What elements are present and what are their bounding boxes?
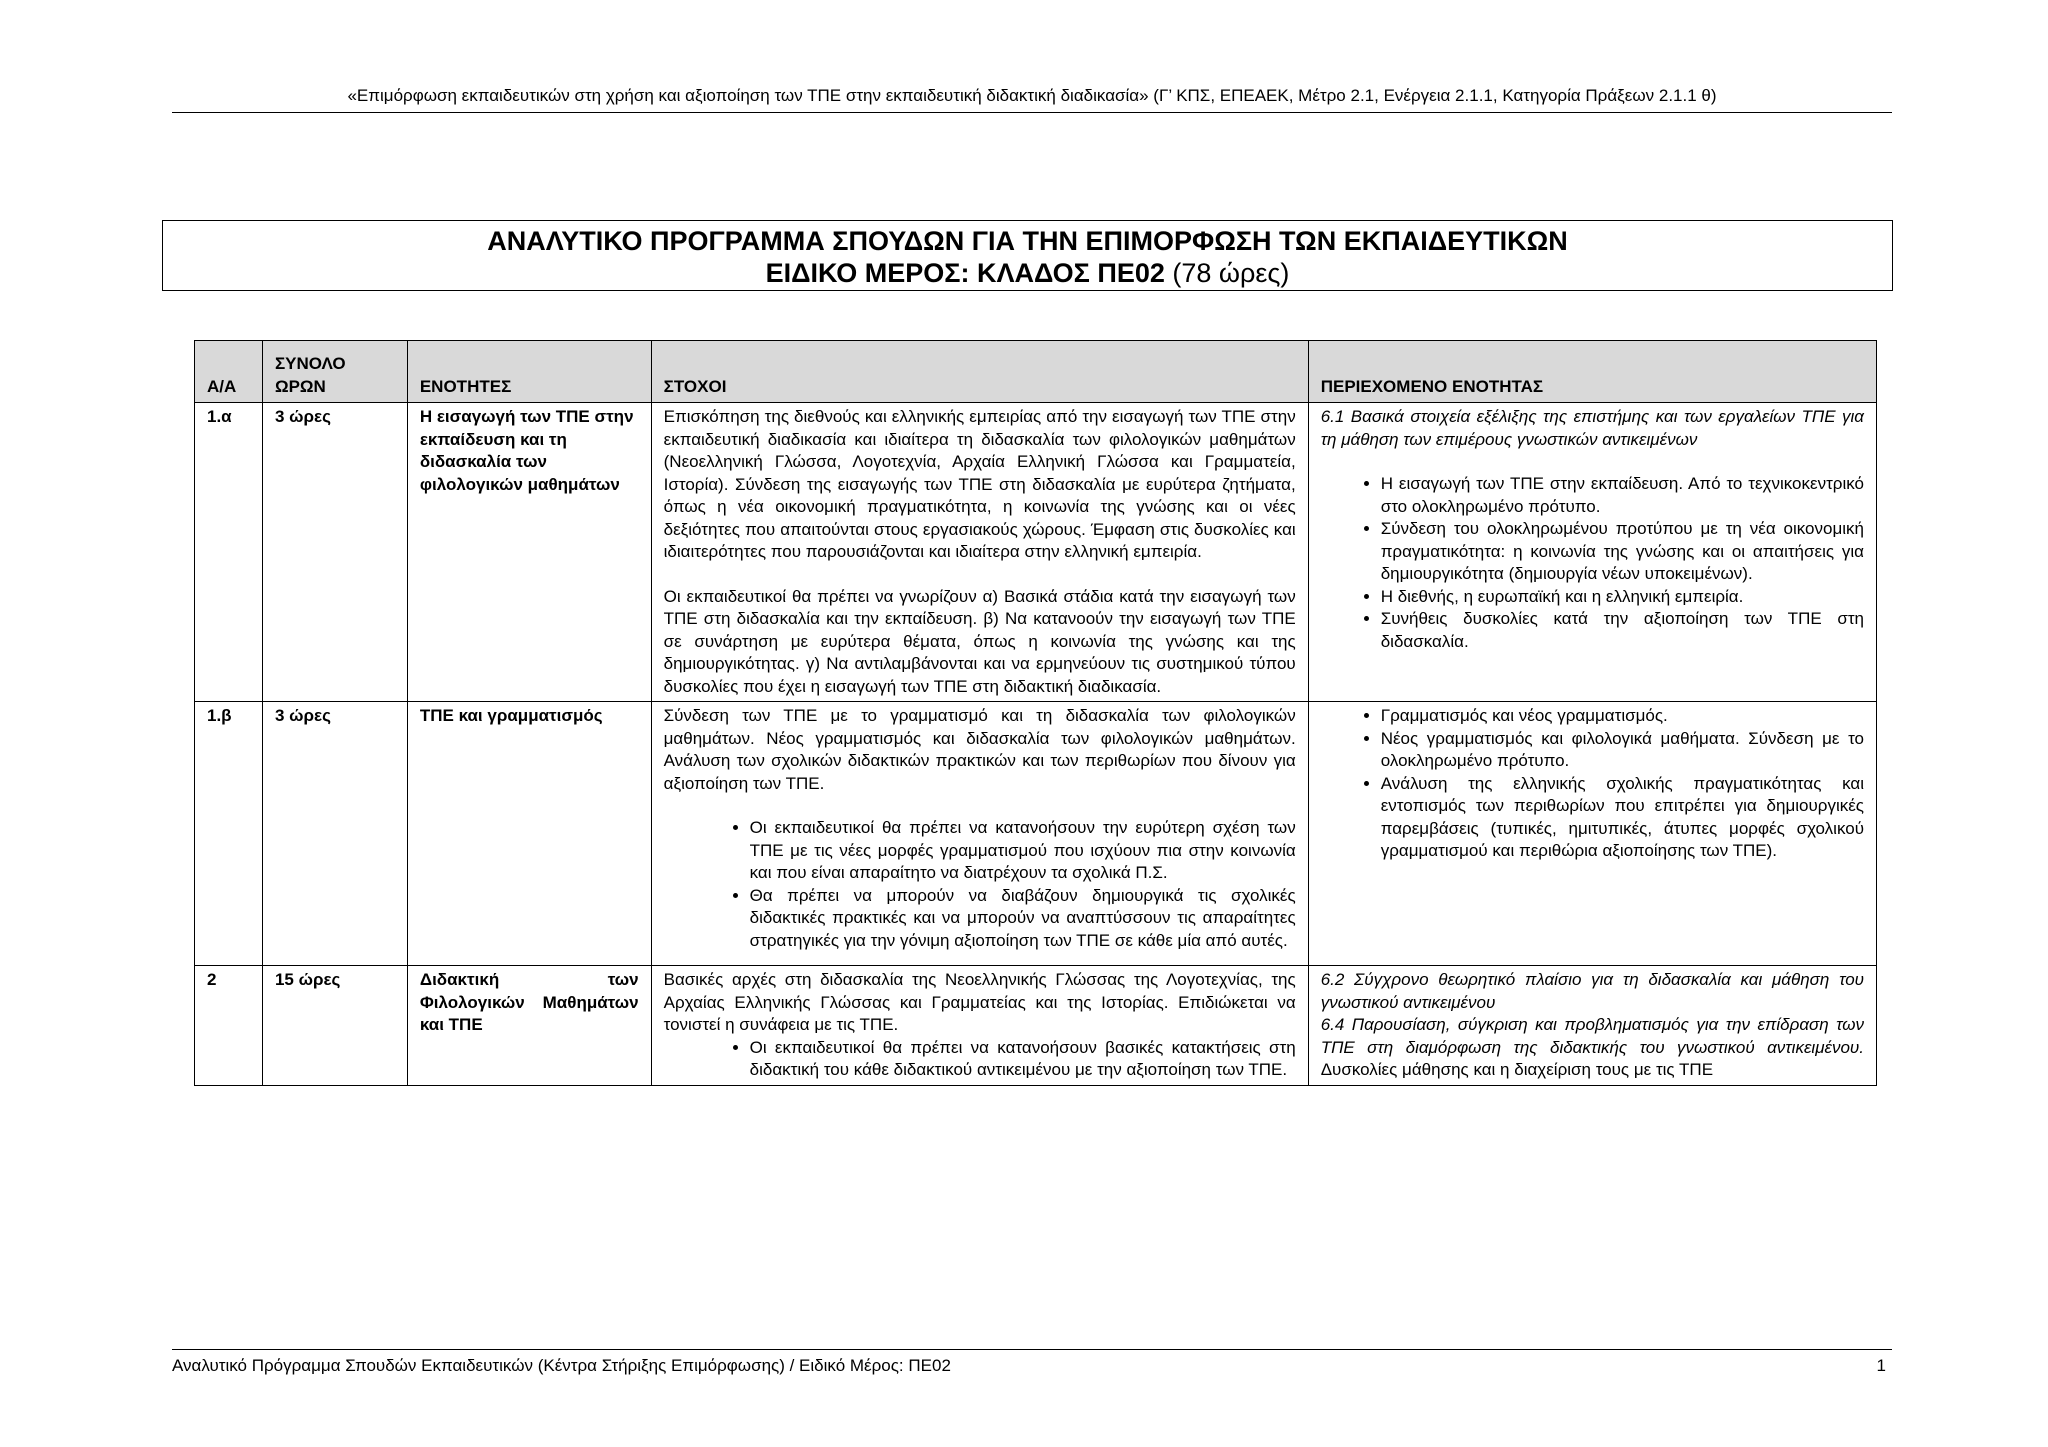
list-item: • Οι εκπαιδευτικοί θα πρέπει να κατανοήσουν βασικές κατακτήσεις στη διδακτική του κάθε διδακτικού αντικειμένου με την αξιοποίηση των ΤΠΕ.	[750, 1037, 1296, 1082]
list-item: • Γραμματισμός και νέος γραμματισμός.	[1381, 705, 1864, 728]
row-content	[1308, 966, 1876, 1086]
page-title: ΑΝΑΛΥΤΙΚΟ ΠΡΟΓΡΑΜΜΑ ΣΠΟΥΔΩΝ ΓΙΑ ΤΗΝ ΕΠΙΜΟΡΦΩΣΗ ΤΩΝ ΕΚΠΑΙΔΕΥΤΙΚΩΝ	[487, 226, 1568, 256]
page-number: 1	[1876, 1356, 1886, 1375]
goals-paragraph: Οι εκπαιδευτικοί θα πρέπει να γνωρίζουν α) Βασικά στάδια κατά την εισαγωγή των ΤΠΕ στη διδασκαλία και την εκπαίδευση. β) Να κατανοούν την εισαγωγή των ΤΠΕ σε συνάρτηση με ευρύτερα θέματα, όπως η κοινωνία της γνώσης και της δημιουργικότητας. γ) Να αντιλαμβάνονται και να ερμηνεύουν τις συστημικού τύπου δυσκολίες που έχει η εισαγωγή των ΤΠΕ στη διδακτική διαδικασία.	[663, 586, 1296, 696]
list-item: • Συνήθεις δυσκολίες κατά την αξιοποίηση των ΤΠΕ στη διδασκαλία.	[1381, 608, 1864, 653]
content-bullet-list	[1321, 473, 1864, 653]
footer-text: Αναλυτικό Πρόγραμμα Σπουδών Εκπαιδευτικών (Κέντρα Στήριξης Επιμόρφωσης) / Ειδικό Μέρος: ΠΕ02	[172, 1356, 951, 1375]
row-hours: 15 ώρες	[262, 966, 407, 1086]
header-content: ΠΕΡΙΕΧΟΜΕΝΟ ΕΝΟΤΗΤΑΣ	[1308, 341, 1876, 403]
row-unit: ΤΠΕ και γραμματισμός	[407, 702, 651, 966]
goals-paragraph: Βασικές αρχές στη διδασκαλία της Νεοελληνικής Γλώσσας της Λογοτεχνίας, της Αρχαίας Ελληνικής Γλώσσας και Γραμματείας και της Ιστορίας. Επιδιώκεται να τονιστεί η συνάφεια με τις ΤΠΕ.	[663, 970, 1296, 1034]
table-row	[195, 702, 1877, 966]
running-header: «Επιμόρφωση εκπαιδευτικών στη χρήση και αξιοποίηση των ΤΠΕ στην εκπαιδευτική διδακτική διαδικασία» (Γ’ ΚΠΣ, ΕΠΕΑΕΚ, Μέτρο 2.1, Ενέργεια 2.1.1, Κατηγορία Πράξεων 2.1.1 θ)	[172, 84, 1892, 113]
row-hours: 3 ώρες	[262, 403, 407, 702]
content-heading: 6.2 Σύγχρονο θεωρητικό πλαίσιο για τη διδασκαλία και μάθηση του γνωστικού αντικειμένου	[1320, 970, 1864, 1012]
page-subtitle	[163, 257, 1892, 289]
list-item: • Νέος γραμματισμός και φιλολογικά μαθήματα. Σύνδεση με το ολοκληρωμένο πρότυπο.	[1381, 728, 1864, 773]
header-hours: ΣΥΝΟΛΟ ΩΡΩΝ	[262, 341, 407, 403]
content-bullet-list	[1321, 705, 1864, 863]
content-paragraph	[1321, 1014, 1864, 1082]
row-content	[1308, 403, 1876, 702]
list-item: • Η διεθνής, η ευρωπαϊκή και η ελληνική εμπειρία.	[1381, 586, 1864, 609]
header-units: ΕΝΟΤΗΤΕΣ	[407, 341, 651, 403]
content-italic: 6.4 Παρουσίαση, σύγκριση και προβληματισμός για την επίδραση των ΤΠΕ στη διαμόρφωση της διδακτικής του γνωστικού αντικειμένου.	[1320, 1015, 1864, 1057]
table-header-row	[195, 341, 1877, 403]
list-item: • Η εισαγωγή των ΤΠΕ στην εκπαίδευση. Από το τεχνικοκεντρικό στο ολοκληρωμένο πρότυπο.	[1381, 473, 1864, 518]
header-goals: ΣΤΟΧΟΙ	[651, 341, 1308, 403]
goals-paragraph: Σύνδεση των ΤΠΕ με το γραμματισμό και τη διδασκαλία των φιλολογικών μαθημάτων. Νέος γραμματισμός και διδασκαλία των φιλολογικών μαθημάτων. Ανάλυση των σχολικών διδακτικών πρακτικών και των περιθωρίων που δίνουν για αξιοποίηση των ΤΠΕ.	[663, 706, 1296, 793]
table-row	[195, 966, 1877, 1086]
list-item: • Σύνδεση του ολοκληρωμένου προτύπου με τη νέα οικονομική πραγματικότητα: η κοινωνία της γνώσης και οι απαιτήσεις για δημιουργικότητα (δημιουργία νέων υποκειμένων).	[1381, 518, 1864, 586]
row-goals	[651, 966, 1308, 1086]
content-normal: Δυσκολίες μάθησης και η διαχείριση τους με τις ΤΠΕ	[1320, 1060, 1714, 1079]
goals-bullet-list	[664, 817, 1296, 952]
syllabus-table	[194, 340, 1877, 1086]
row-goals	[651, 403, 1308, 702]
goals-bullet-list	[664, 1037, 1296, 1082]
content-heading: 6.1 Βασικά στοιχεία εξέλιξης της επιστήμης και των εργαλείων ΤΠΕ για τη μάθηση των επιμέρους γνωστικών αντικειμένων	[1320, 407, 1864, 449]
table-row	[195, 403, 1877, 702]
row-hours: 3 ώρες	[262, 702, 407, 966]
list-item: • Οι εκπαιδευτικοί θα πρέπει να κατανοήσουν την ευρύτερη σχέση των ΤΠΕ με τις νέες μορφές γραμματισμού που ισχύουν πια στην κοινωνία και που είναι απαραίτητο να διατρέχουν τα σχολικά Π.Σ.	[750, 817, 1296, 885]
row-aa: 2	[195, 966, 263, 1086]
list-item: • Θα πρέπει να μπορούν να διαβάζουν δημιουργικά τις σχολικές διδακτικές πρακτικές και να μπορούν να αναπτύσσουν τις απαραίτητες στρατηγικές για την γόνιμη αξιοποίηση των ΤΠΕ σε κάθε μία από αυτές.	[750, 885, 1296, 953]
page-footer	[172, 1349, 1892, 1378]
row-unit: Διδακτική των Φιλολογικών Μαθημάτων και ΤΠΕ	[407, 966, 651, 1086]
subtitle-hours: (78 ώρες)	[1164, 258, 1290, 288]
row-goals	[651, 702, 1308, 966]
subtitle-bold: ΕΙΔΙΚΟ ΜΕΡΟΣ: ΚΛΑΔΟΣ ΠΕ02	[765, 258, 1165, 288]
goals-paragraph: Επισκόπηση της διεθνούς και ελληνικής εμπειρίας από την εισαγωγή των ΤΠΕ στην εκπαιδευτική διαδικασία και ιδιαίτερα τη διδασκαλία των φιλολογικών μαθημάτων (Νεοελληνική Γλώσσα, Λογοτεχνία, Αρχαία Ελληνική Γλώσσα και Γραμματεία, Ιστορία). Σύνδεση της εισαγωγής των ΤΠΕ στη διδασκαλία με ευρύτερα ζητήματα, όπως η νέα οικονομική πραγματικότητα, η κοινωνία της γνώσης και οι νέες δεξιότητες που απαιτούνται στους εργασιακούς χώρους. Έμφαση στις δυσκολίες και ιδιαιτερότητες που παρουσιάζονται και ιδιαίτερα στην ελληνική εμπειρία.	[663, 407, 1296, 561]
row-aa: 1.β	[195, 702, 263, 966]
list-item: • Ανάλυση της ελληνικής σχολικής πραγματικότητας και εντοπισμός των περιθωρίων που επιτρέπει για δημιουργικές παρεμβάσεις (τυπικές, ημιτυπικές, άτυπες μορφές σχολικού γραμματισμού και περιθώρια αξιοποίησης των ΤΠΕ).	[1381, 773, 1864, 863]
row-content	[1308, 702, 1876, 966]
row-aa: 1.α	[195, 403, 263, 702]
title-box	[162, 220, 1893, 291]
header-aa: Α/Α	[195, 341, 263, 403]
row-unit: Η εισαγωγή των ΤΠΕ στην εκπαίδευση και τη διδασκαλία των φιλολογικών μαθημάτων	[407, 403, 651, 702]
